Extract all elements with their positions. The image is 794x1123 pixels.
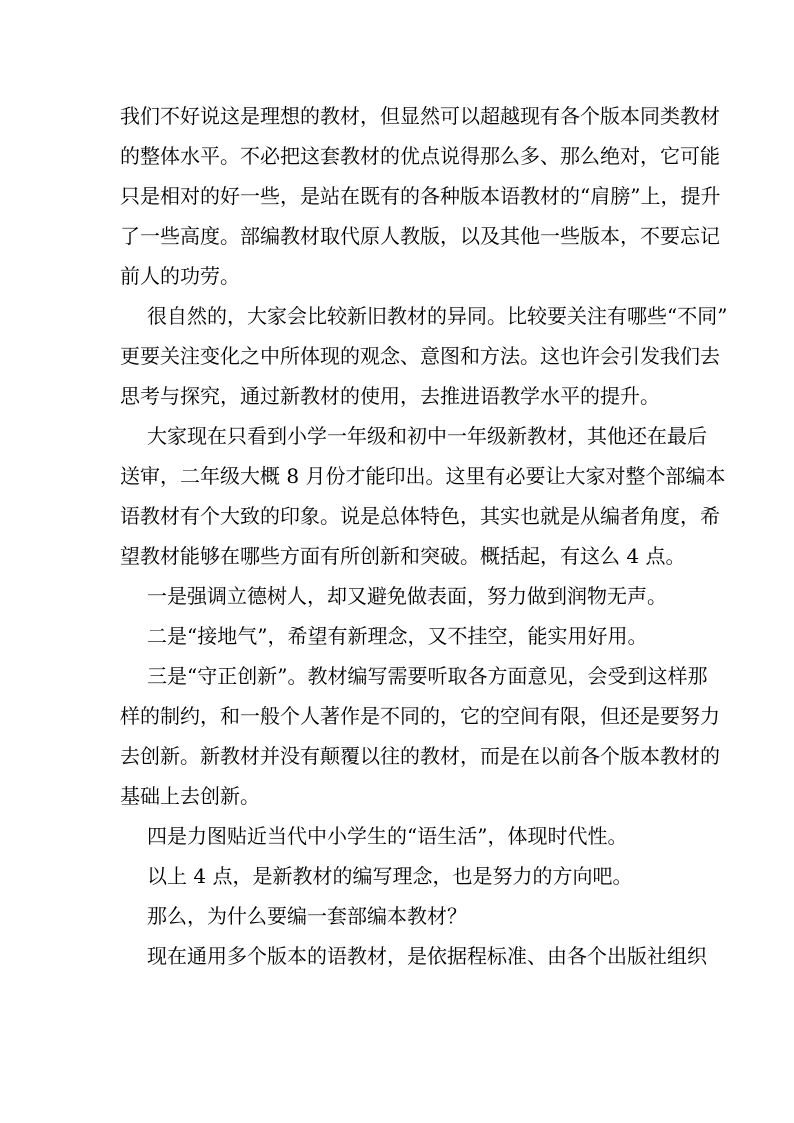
text-line-1: 我们不好说这是理想的教材，但显然可以超越现有各个版本同类教材 (120, 104, 720, 128)
text-line-12: 望教材能够在哪些方面有所创新和突破。概括起，有这么 4 点。 (120, 544, 686, 568)
text-line-8: 思考与探究，通过新教材的使用，去推进语教学水平的提升。 (120, 384, 660, 408)
text-line-2: 的整体水平。不必把这套教材的优点说得那么多、那么绝对，它可能 (120, 144, 720, 168)
text-line-14: 二是“接地气”，希望有新理念，又不挂空，能实用好用。 (147, 624, 648, 648)
text-line-16: 样的制约，和一般个人著作是不同的，它的空间有限，但还是要努力 (120, 704, 720, 728)
text-line-13: 一是强调立德树人，却又避免做表面，努力做到润物无声。 (147, 584, 667, 608)
text-line-15: 三是“守正创新”。教材编写需要听取各方面意见，会受到这样那 (147, 664, 708, 688)
text-line-20: 以上 4 点，是新教材的编写理念，也是努力的方向吧。 (147, 864, 633, 888)
text-line-22: 现在通用多个版本的语教材，是依据程标准、由各个出版社组织 (147, 944, 707, 968)
text-line-3: 只是相对的好一些，是站在既有的各种版本语教材的“肩膀”上，提升 (120, 184, 721, 208)
text-line-6: 很自然的，大家会比较新旧教材的异同。比较要关注有哪些“不同” (147, 304, 728, 328)
text-line-11: 语教材有个大致的印象。说是总体特色，其实也就是从编者角度，希 (120, 504, 720, 528)
text-line-5: 前人的功劳。 (120, 264, 240, 288)
text-line-4: 了一些高度。部编教材取代原人教版，以及其他一些版本，不要忘记 (120, 224, 720, 248)
text-line-10: 送审，二年级大概 8 月份才能印出。这里有必要让大家对整个部编本 (120, 464, 726, 488)
text-line-21: 那么，为什么要编一套部编本教材？ (147, 904, 467, 928)
text-line-7: 更要关注变化之中所体现的观念、意图和方法。这也许会引发我们去 (120, 344, 720, 368)
text-line-17: 去创新。新教材并没有颠覆以往的教材，而是在以前各个版本教材的 (120, 744, 720, 768)
text-line-18: 基础上去创新。 (120, 784, 260, 808)
text-line-19: 四是力图贴近当代中小学生的“语生活”，体现时代性。 (147, 824, 628, 848)
text-line-9: 大家现在只看到小学一年级和初中一年级新教材，其他还在最后 (147, 424, 707, 448)
